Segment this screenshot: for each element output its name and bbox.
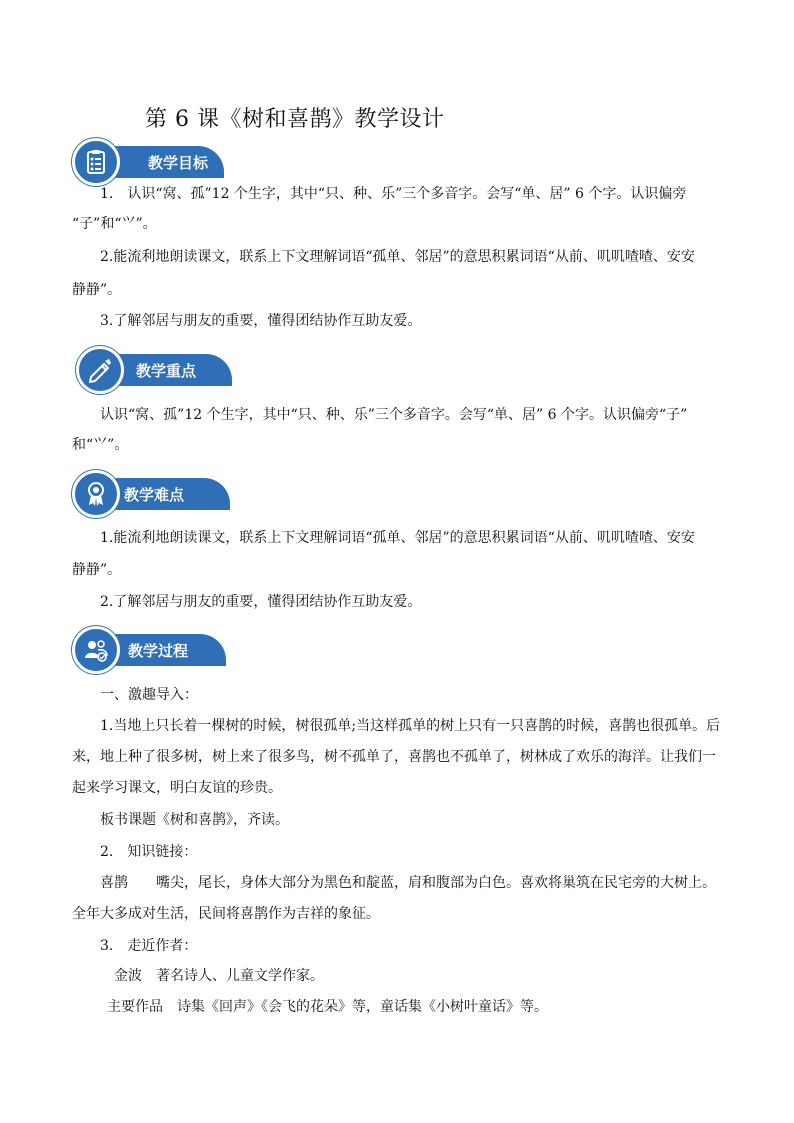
process-line-6: 2. 知识链接： (100, 844, 198, 860)
section-header-goals (72, 138, 228, 182)
page-title: 第 6 课《树和喜鹊》教学设计 (145, 107, 445, 132)
key-line-1: 认识“窝、孤”12 个生字，其中“只、种、乐”三个多音字。会写“单、居” 6 个字。认识偏旁“子” (100, 407, 688, 423)
process-line-11: 主要作品 诗集《回声》《会飞的花朵》等，童话集《小树叶童话》等。 (107, 999, 548, 1015)
section-heading-goals: 教学目标 (148, 154, 209, 172)
process-line-5: 板书课题《树和喜鹊》，齐读。 (100, 812, 289, 828)
goals-line-5: 3.了解邻居与朋友的重要，懂得团结协作互助友爱。 (100, 313, 422, 329)
difficult-line-3: 2.了解邻居与朋友的重要，懂得团结协作互助友爱。 (100, 594, 422, 610)
difficult-line-1: 1.能流利地朗读课文，联系上下文理解词语“孤单、邻居”的意思积累词语“从前、叽叽喳喳、安安 (100, 530, 695, 546)
section-header-process (72, 626, 232, 670)
process-line-1: 一、激趣导入： (100, 687, 198, 703)
section-header-key (76, 346, 236, 390)
award-ribbon-icon (72, 470, 120, 518)
process-line-9: 3. 走近作者： (100, 938, 198, 954)
section-heading-process: 教学过程 (128, 642, 189, 660)
goals-line-3: 2.能流利地朗读课文，联系上下文理解词语“孤单、邻居”的意思积累词语“从前、叽叽喳喳、安安 (100, 249, 695, 265)
pencil-edit-icon (76, 346, 124, 394)
process-line-7: 喜鹊 嘴尖，尾长，身体大部分为黑色和靛蓝，肩和腹部为白色。喜欢将巢筑在民宅旁的大树上。 (100, 875, 716, 891)
goals-line-1: 1. 认识“窝、孤”12 个生字，其中“只、种、乐”三个多音字。会写“单、居” 6 个字。认识偏旁 (100, 186, 687, 202)
clipboard-checklist-icon (72, 138, 120, 186)
key-line-2: 和“⺍”。 (72, 437, 129, 453)
process-line-3: 来，地上种了很多树，树上来了很多鸟，树不孤单了，喜鹊也不孤单了，树林成了欢乐的海洋。让我们一 (72, 749, 716, 765)
process-line-4: 起来学习课文，明白友谊的珍贵。 (72, 780, 282, 796)
section-header-difficult (72, 470, 232, 514)
process-line-8: 全年大多成对生活，民间将喜鹊作为吉祥的象征。 (72, 906, 380, 922)
process-line-2: 1.当地上只长着一棵树的时候，树很孤单;当这样孤单的树上只有一只喜鹊的时候，喜鹊也很孤单。后 (100, 718, 721, 734)
section-heading-key: 教学重点 (136, 362, 197, 380)
people-group-icon (72, 626, 120, 674)
goals-line-2: “子”和“⺍”。 (72, 216, 157, 232)
section-heading-difficult: 教学难点 (124, 486, 185, 504)
goals-line-4: 静静”。 (72, 282, 122, 298)
difficult-line-2: 静静”。 (72, 562, 122, 578)
process-line-10: 金波 著名诗人、儿童文学作家。 (114, 968, 324, 984)
